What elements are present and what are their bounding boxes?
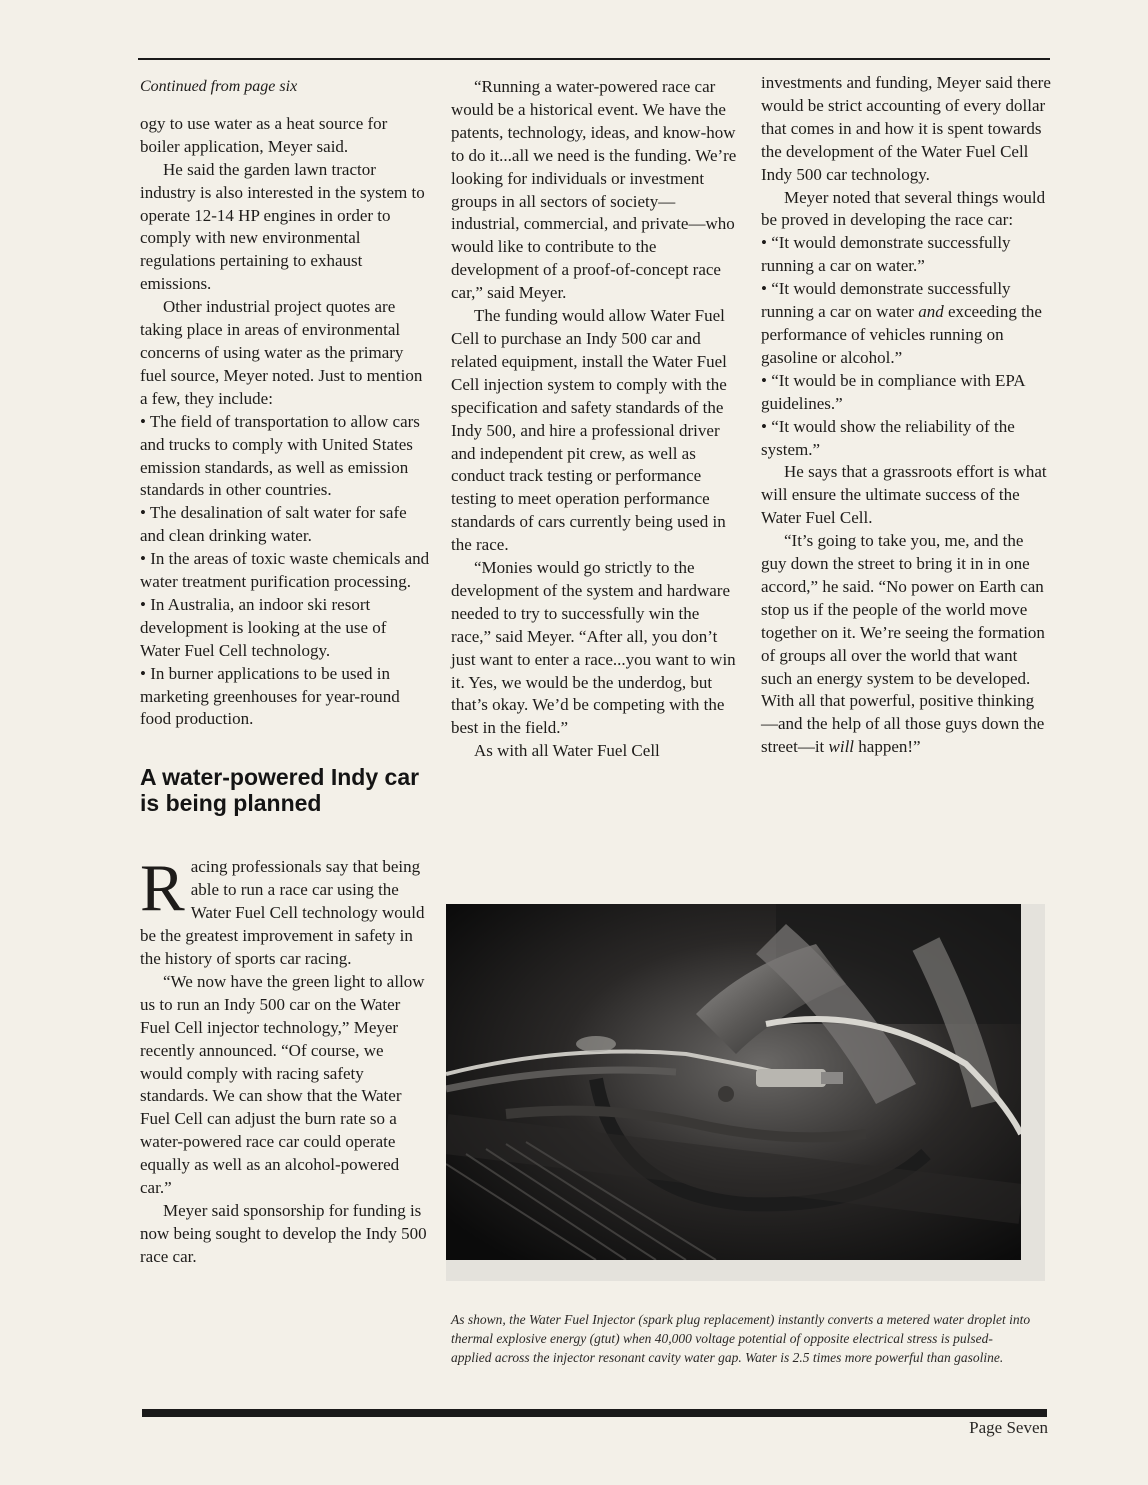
- paragraph: He says that a grassroots effort is what will ensure the ultimate success of the Water Fuel Cell.: [761, 462, 1047, 528]
- engine-photo-icon: [446, 904, 1021, 1260]
- lead-text: acing professionals say that being able to run a race car using the Water Fuel Cell technology would be the greatest improvement in safety in the history of sports car racing.: [140, 857, 425, 968]
- bullet-item: • The desalination of salt water for safe and clean drinking water.: [140, 503, 407, 546]
- paragraph: “Monies would go strictly to the development of the system and hardware needed to try to successfully win the race,” said Meyer. “After all, you don’t just want to enter a race...you want to win it. Yes, we would be the underdog, but that’s okay. We’d be competing with the best in the field.”: [451, 558, 736, 738]
- bullet-item: • In burner applications to be used in marketing greenhouses for year-round food production.: [140, 663, 400, 729]
- paragraph-text: happen!”: [854, 737, 921, 757]
- article-headline: A water-powered Indy car is being planned: [140, 764, 420, 817]
- column-3: [761, 72, 1051, 759]
- paragraph: Meyer said sponsorship for funding is now being sought to develop the Indy 500 race car.: [140, 1200, 427, 1266]
- paragraph: “We now have the green light to allow us to run an Indy 500 car on the Water Fuel Cell injector technology,” Meyer recently announced. “Of course, we would comply with racing safety standards. We can show that the Water Fuel Cell can adjust the burn rate so a water-powered race car could operate equally as well as an alcohol-powered car.”: [140, 971, 425, 1198]
- bullet-item: • In Australia, an indoor ski resort development is looking at the use of Water Fuel Cell technology.: [140, 594, 387, 660]
- paragraph: The funding would allow Water Fuel Cell to purchase an Indy 500 car and related equipment, install the Water Fuel Cell injection system to comply with the specification and safety standards of the Indy 500, and hire a professional driver and independent pit crew, as well as conduct track testing or performance testing to meet operation performance standards of cars currently being used in the race.: [451, 306, 727, 555]
- bullet-item: • “It would demonstrate successfully running a car on water.”: [761, 233, 1011, 276]
- bullet-item: • The field of transportation to allow cars and trucks to comply with United States emission standards, as well as emission standards in other countries.: [140, 411, 420, 500]
- photo-caption: As shown, the Water Fuel Injector (spark plug replacement) instantly converts a metered water droplet into thermal explosive energy (gtut) when 40,000 voltage potential of opposite electrical stress is pulsed-applied across the injector resonant cavity water gap. Water is 2.5 times more powerful than gasoline.: [451, 1311, 1031, 1365]
- paragraph-text: “It’s going to take you, me, and the guy down the street to bring it in in one accord,” he said. “No power on Earth can stop us if the people of the world move together on it. We’re seeing the formation of groups all over the world that want such an energy system to be developed. With all that powerful, positive thinking—and the help of all those guys down the street—it: [761, 531, 1045, 757]
- emphasis: will: [828, 737, 855, 757]
- paragraph: [761, 530, 1051, 759]
- paragraph: “Running a water-powered race car would be a historical event. We have the patents, technology, ideas, and know-how to do it...all we need is the funding. We’re looking for individuals or investment groups in all sectors of society—industrial, commercial, and private—who would like to contribute to the development of a proof-of-concept race car,” said Meyer.: [451, 77, 737, 303]
- column-1: [140, 76, 430, 1269]
- paragraph: Other industrial project quotes are taking place in areas of environmental concerns of using water as the primary fuel source, Meyer noted. Just to mention a few, they include:: [140, 297, 423, 408]
- bullet-item: • In the areas of toxic waste chemicals and water treatment purification processing.: [140, 549, 430, 592]
- bottom-rule: [142, 1409, 1047, 1417]
- paragraph: ogy to use water as a heat source for boiler application, Meyer said.: [140, 113, 388, 156]
- bullet-text: exceeding the performance of vehicles running on gasoline or alcohol.”: [761, 302, 1042, 367]
- continued-note: Continued from page six: [140, 78, 298, 95]
- bullet-text: • “It would demonstrate successfully running a car on water: [761, 279, 1011, 322]
- page-number: Page Seven: [969, 1418, 1048, 1437]
- emphasis: and: [918, 302, 944, 322]
- bullet-item: • “It would be in compliance with EPA guidelines.”: [761, 370, 1025, 413]
- lead-paragraph: [140, 851, 430, 971]
- paragraph: Meyer noted that several things would be proved in developing the race car:: [761, 187, 1046, 230]
- photo-frame: [446, 904, 1045, 1281]
- top-rule: [138, 58, 1050, 60]
- paragraph: As with all Water Fuel Cell: [474, 741, 660, 761]
- bullet-item: [761, 278, 1051, 370]
- paragraph: He said the garden lawn tractor industry is also interested in the system to operate 12-14 HP engines in order to comply with new environmental regulations pertaining to exhaust emissions.: [140, 159, 425, 294]
- paragraph: investments and funding, Meyer said there would be strict accounting of every dollar that comes in and how it is spent towards the development of the Water Fuel Cell Indy 500 car technology.: [761, 73, 1051, 184]
- drop-cap: R: [140, 851, 185, 926]
- bullet-item: • “It would show the reliability of the system.”: [761, 416, 1015, 459]
- column-2: [451, 76, 743, 763]
